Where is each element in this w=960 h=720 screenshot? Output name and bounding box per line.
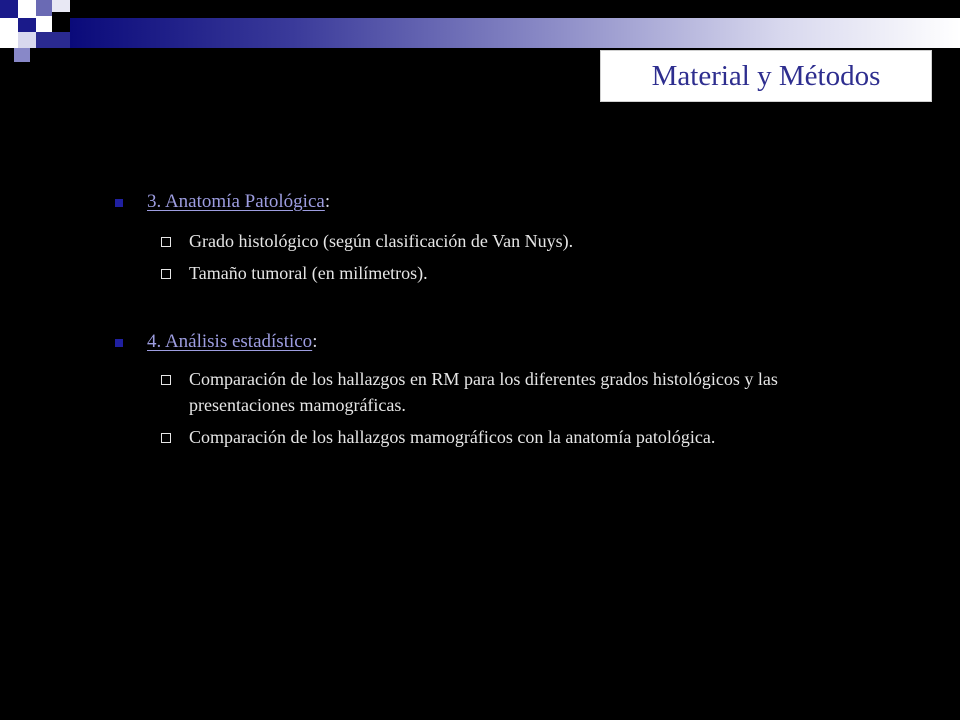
section-heading-row — [113, 190, 833, 214]
list-item — [113, 228, 833, 254]
list-item-text: Comparación de los hallazgos en RM para los diferentes grados histológicos y las presentaciones mamográficas. — [189, 369, 778, 415]
heading-colon: : — [312, 331, 318, 352]
hollow-square-bullet-icon — [161, 433, 171, 443]
list-item-text: Tamaño tumoral (en milímetros). — [189, 263, 428, 283]
hollow-square-bullet-icon — [161, 237, 171, 247]
section-heading-link[interactable]: 4. Análisis estadístico — [147, 331, 313, 352]
square-bullet-icon — [115, 199, 123, 207]
list-item — [113, 366, 833, 418]
hollow-square-bullet-icon — [161, 375, 171, 385]
section-heading-row — [113, 330, 833, 354]
list-item — [113, 260, 833, 286]
page-title: Material y Métodos — [651, 59, 881, 92]
list-item-text: Grado histológico (según clasificación de Van Nuys). — [189, 231, 574, 251]
list-item-text: Comparación de los hallazgos mamográficos con la anatomía patológica. — [189, 427, 716, 447]
heading-colon: : — [324, 191, 331, 212]
hollow-square-bullet-icon — [161, 269, 171, 279]
section-heading-link[interactable]: 3. Anatomía Patológica — [147, 191, 325, 212]
section-analisis-estadistico — [113, 330, 833, 450]
section-anatomia-patologica — [113, 190, 833, 286]
list-item — [113, 424, 833, 450]
square-bullet-icon — [115, 339, 123, 347]
